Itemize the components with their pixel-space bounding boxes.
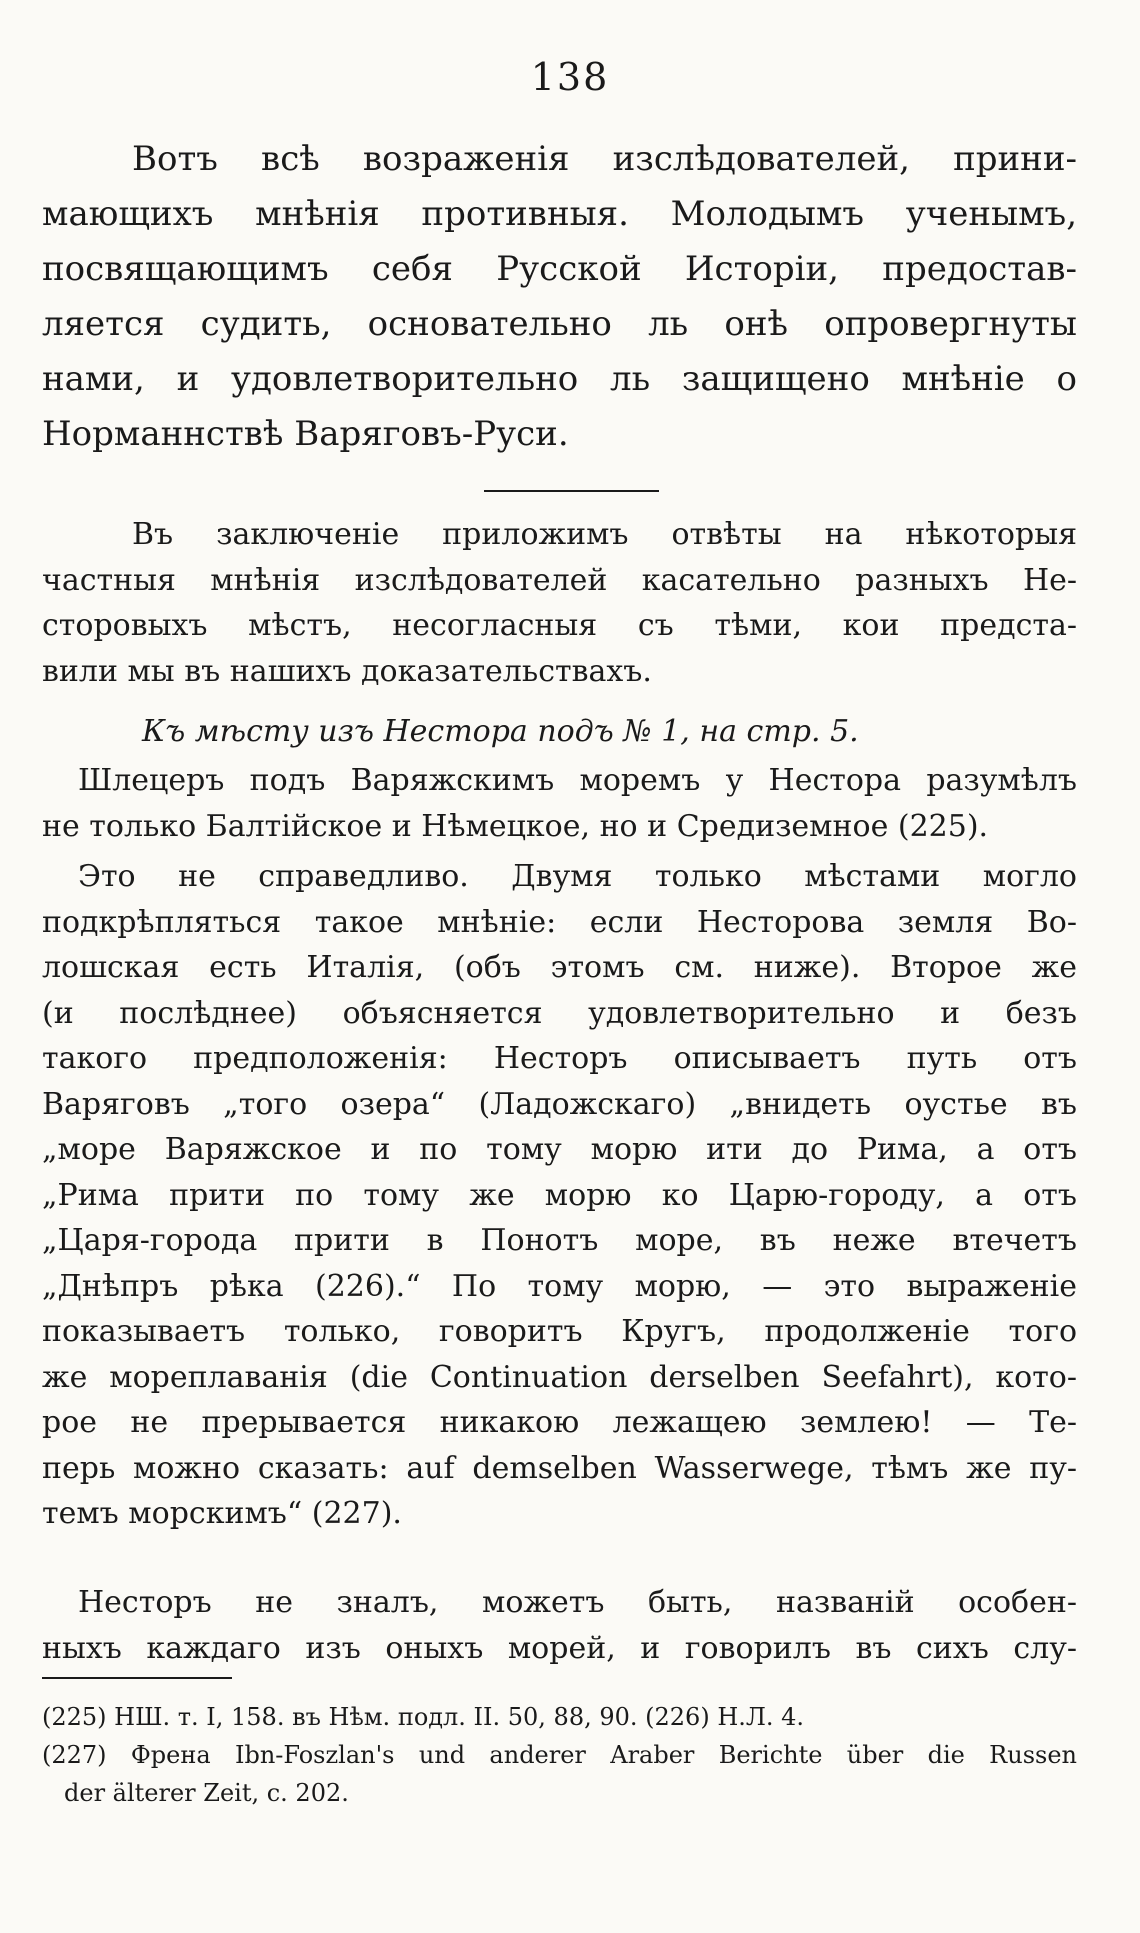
footnote-227-continued: der älterer Zeit, с. 202. (64, 1779, 349, 1807)
section-heading: Къ мѣсту изъ Нестора подъ № 1, на стр. 5. (142, 714, 859, 749)
page-number: 138 (530, 55, 610, 99)
footnote-divider (42, 1677, 232, 1679)
paragraph-seas (42, 1580, 1077, 1671)
text-line: перь можно сказать: auf demselben Wasserwege, тѣмъ же пу- (42, 1450, 1077, 1486)
paragraph-objections-summary (42, 132, 1077, 462)
text-line: „Рима прити по тому же морю ко Царю-городу, а отъ (42, 1177, 1077, 1213)
text-line: лошская есть Италія, (объ этомъ см. ниже). Второе же (42, 950, 1077, 985)
text-line: ляется судить, основательно ль онѣ опровергнуты (42, 304, 1077, 344)
text-line: „море Варяжское и по тому морю ити до Рима, а отъ (42, 1132, 1077, 1167)
text-line: нами, и удовлетворительно ль защищено мнѣніе о (42, 359, 1077, 399)
text-line: Это не справедливо. Двумя только мѣстами могло (78, 859, 1077, 894)
text-line: не только Балтійское и Нѣмецкое, но и Средиземное (225). (42, 808, 989, 844)
text-line: Норманнствѣ Варяговъ-Руси. (42, 414, 569, 454)
text-line: сторовыхъ мѣстъ, несогласныя съ тѣми, кои предста- (42, 608, 1077, 643)
text-line: „Днѣпръ рѣка (226).“ По тому морю, — это выраженіе (42, 1268, 1077, 1304)
paragraph-refutation (42, 854, 1077, 1537)
text-line: ныхъ каждаго изъ оныхъ морей, и говорилъ въ сихъ слу- (42, 1630, 1077, 1666)
text-line: же мореплаванія (die Continuation derselben Seefahrt), кото- (42, 1359, 1077, 1395)
footnote-227: (227) Френа Ibn-Foszlan's und anderer Araber Berichte über die Russen (42, 1741, 1077, 1769)
text-line: Въ заключеніе приложимъ отвѣты на нѣкоторыя (132, 517, 1077, 552)
text-line: Вотъ всѣ возраженія изслѣдователей, прини- (132, 139, 1077, 179)
text-line: Несторъ не зналъ, можетъ быть, названій особен- (78, 1585, 1077, 1620)
text-line: Варяговъ „того озера“ (Ладожскаго) „внидеть оустье въ (42, 1086, 1077, 1122)
text-line: мающихъ мнѣнія противныя. Молодымъ ученымъ, (42, 194, 1077, 234)
section-divider (484, 490, 659, 492)
paragraph-schlozer (42, 758, 1077, 849)
text-line: рое не прерывается никакою лежащею землею! — Те- (42, 1405, 1077, 1440)
text-line: (и послѣднее) объясняется удовлетворительно и безъ (42, 995, 1077, 1031)
text-line: подкрѣпляться такое мнѣніе: если Несторова земля Во- (42, 904, 1077, 940)
text-line: частныя мнѣнія изслѣдователей касательно разныхъ Не- (42, 562, 1077, 598)
footnotes (42, 1698, 1077, 1812)
text-line: показываетъ только, говоритъ Кругъ, продолженіе того (42, 1314, 1077, 1349)
text-line: вили мы въ нашихъ доказательствахъ. (42, 653, 652, 689)
text-line: такого предположенія: Несторъ описываетъ путь отъ (42, 1041, 1077, 1076)
text-line: Шлецеръ подъ Варяжскимъ моремъ у Нестора разумѣлъ (78, 763, 1077, 798)
footnote-225-226: (225) НШ. т. I, 158. въ Нѣм. подл. II. 50, 88, 90. (226) Н.Л. 4. (42, 1703, 805, 1731)
text-line: посвящающимъ себя Русской Исторіи, предостав- (42, 249, 1077, 289)
text-line: темъ морскимъ“ (227). (42, 1496, 402, 1531)
text-line: „Царя-города прити в Понотъ море, въ неже втечетъ (42, 1223, 1077, 1258)
paragraph-conclusion (42, 512, 1077, 694)
